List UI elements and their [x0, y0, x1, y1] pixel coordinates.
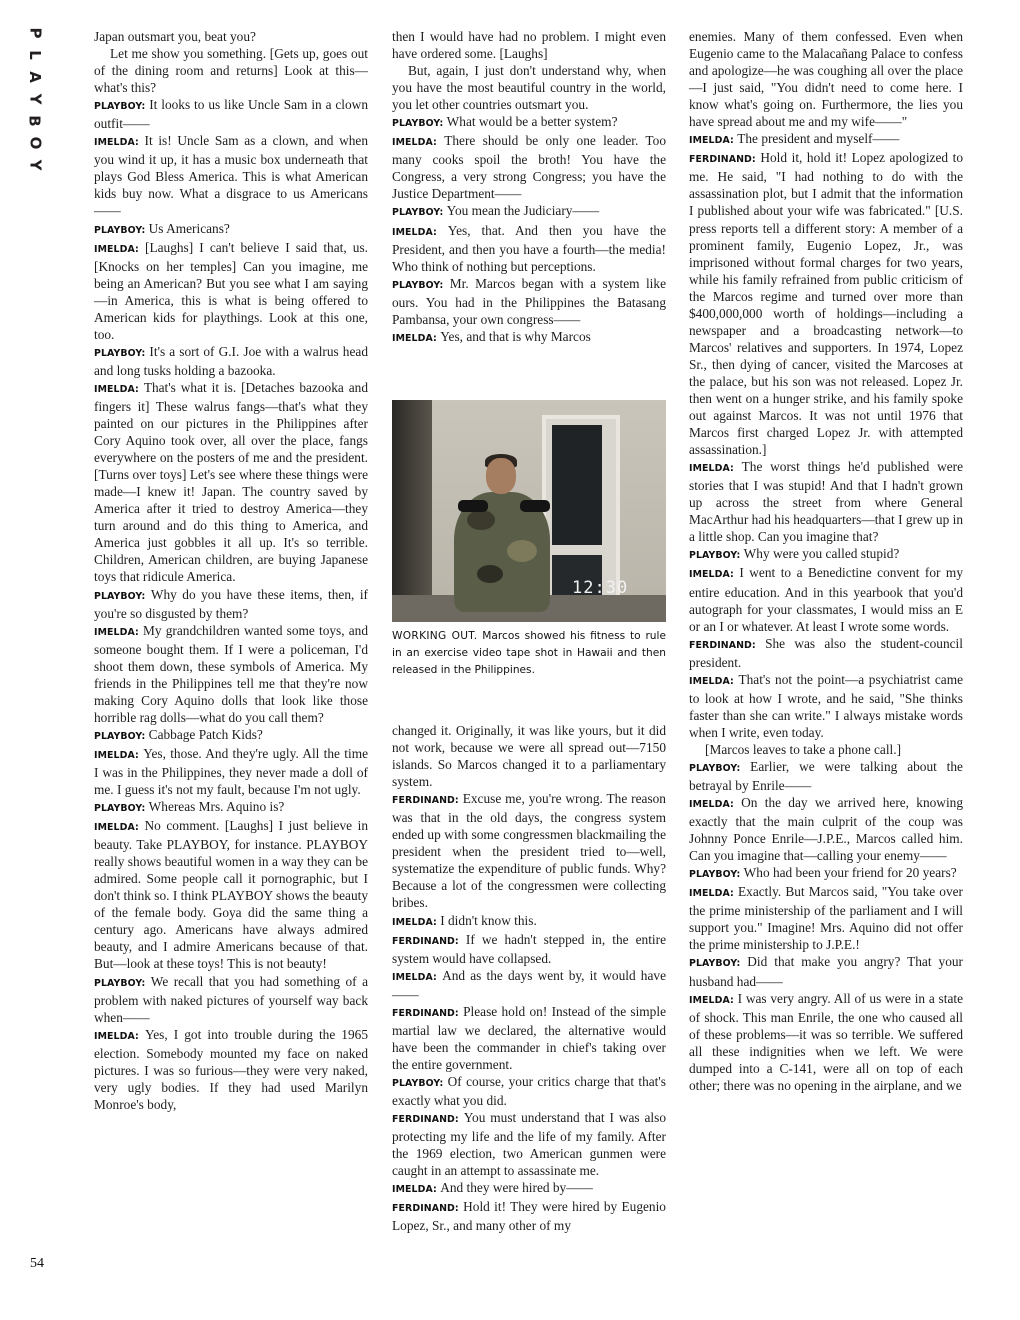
interview-paragraph — [94, 586, 368, 622]
paragraph-text: Whereas Mrs. Aquino is? — [148, 799, 285, 815]
interview-paragraph — [689, 864, 963, 883]
interview-paragraph — [689, 741, 963, 758]
column-2-upper — [392, 28, 666, 347]
speaker-label: PLAYBOY: — [689, 869, 741, 881]
interview-paragraph — [392, 1179, 666, 1198]
paragraph-text: Us Americans? — [148, 220, 230, 236]
paragraph-text: That's not the point—a psychiatrist came to look at how I wrote, and he said, "She thinks faster than she can write." I always mistake words when I write, even today. — [689, 671, 963, 740]
speaker-label: IMELDA: — [689, 569, 734, 581]
interview-paragraph — [94, 1026, 368, 1113]
interview-paragraph — [689, 28, 963, 130]
masthead-letter: B — [26, 115, 44, 127]
interview-paragraph — [94, 343, 368, 379]
paragraph-text: The worst things he'd published were stories that I was stupid! And that I hadn't grown up across the street from where General MacArthur had his headquarters—that I grew up in a little shop. Can you imagine that? — [689, 459, 963, 545]
paragraph-text: Hold it, hold it! Lopez apologized to me. He said, "I had nothing to do with the assassination plot, but I admit that the information I published about your wife was fabricated." [U.S. press reports tell a different story: A member of a prominent family, Eugenio Lopez, Jr., was imprisoned without formal charges for two years, while his family refrained from public criticism of the Marcos regime and turned over more than $400,000,000 worth of holdings—including a newspaper and a broadcasting network—to Marcos' relatives and supporters. In 1974, Lopez Sr., then dying of cancer, visited the Marcoses at the palace, but his son was not released. Lopez Jr. then went on a hunger strike, and his family spoke out against Marcos. It was not until 1976 that Marcos first charged Lopez Jr. with attempted assassination.] — [689, 150, 963, 458]
interview-paragraph — [689, 758, 963, 794]
paragraph-text: Exactly. But Marcos said, "You take over the prime ministership of the parliament and I will support you." Imagine! Mrs. Aquino did not offer the prime ministership to J.P.E.! — [689, 884, 963, 953]
paragraph-text: The president and myself—— — [737, 131, 900, 147]
paragraph-text: We recall that you had something of a problem with naked pictures of yourself way back when—— — [94, 973, 368, 1025]
paragraph-text: [Laughs] I can't believe I said that, us. [Knocks on her temples] Can you imagine, me being an American? But you see what I am saying—in America, this is what is being offered to American kids for playthings. Look at this one, too. — [94, 239, 368, 342]
speaker-label: IMELDA: — [392, 332, 437, 344]
paragraph-text: Why were you called stupid? — [743, 546, 900, 562]
masthead — [22, 22, 48, 176]
interview-paragraph — [689, 564, 963, 634]
paragraph-text: [Marcos leaves to take a phone call.] — [705, 741, 902, 757]
interview-paragraph — [689, 953, 963, 989]
paragraph-text: Hold it! They were hired by Eugenio Lopez, Sr., and many other of my — [392, 1199, 666, 1234]
speaker-label: PLAYBOY: — [689, 550, 741, 562]
interview-paragraph — [689, 671, 963, 741]
speaker-label: IMELDA: — [689, 675, 734, 687]
speaker-label: PLAYBOY: — [94, 347, 146, 359]
dumbbell-icon — [520, 500, 550, 512]
paragraph-text: Yes, I got into trouble during the 1965 election. Somebody mounted my face on naked pictures. I was so furious—they were very naked, very ugly bodies. If they had used Marilyn Monroe's body, — [94, 1026, 368, 1112]
speaker-label: FERDINAND: — [392, 1203, 459, 1215]
paragraph-text: What would be a better system? — [446, 114, 618, 130]
paragraph-text: It looks to us like Uncle Sam in a clown outfit—— — [94, 97, 368, 132]
speaker-label: IMELDA: — [94, 1030, 139, 1042]
speaker-label: PLAYBOY: — [94, 224, 146, 236]
paragraph-text: There should be only one leader. Too many cooks spoil the broth! You have the Congress, a very strong Congress; you have the Justice Department—— — [392, 133, 666, 202]
interview-paragraph — [94, 45, 368, 96]
paragraph-text: Yes, that. And then you have the President, and then you have a fourth—the media! Who think of nothing but perceptions. — [392, 222, 666, 274]
speaker-label: PLAYBOY: — [94, 803, 146, 815]
paragraph-text: Japan outsmart you, beat you? — [94, 29, 256, 44]
interview-paragraph — [94, 220, 368, 239]
paragraph-text: then I would have had no problem. I might even have ordered some. [Laughs] — [392, 29, 666, 62]
interview-paragraph — [94, 379, 368, 586]
interview-paragraph — [392, 931, 666, 967]
interview-paragraph — [94, 726, 368, 745]
masthead-letter: Y — [26, 93, 44, 105]
column-1 — [94, 28, 368, 1113]
interview-paragraph — [689, 794, 963, 864]
interview-paragraph — [392, 1109, 666, 1179]
paragraph-text: On the day we arrived here, knowing exactly that the main culprit of the coup was Johnny Ponce Enrile—J.P.E., Marcos called him. Can you imagine that—calling your enemy—— — [689, 795, 963, 864]
speaker-label: IMELDA: — [392, 226, 437, 238]
paragraph-text: Excuse me, you're wrong. The reason was that in the old days, the congress system ended up with some congressmen blackmailing the president when the president tried to—well, systematize the expenditure of public funds. Why? Because a lot of the congressmen were collecting bribes. — [392, 791, 666, 911]
interview-paragraph — [689, 883, 963, 953]
interview-paragraph — [94, 973, 368, 1026]
masthead-letter: P — [26, 27, 44, 39]
speaker-label: IMELDA: — [392, 137, 437, 149]
interview-paragraph — [94, 798, 368, 817]
interview-paragraph — [94, 28, 368, 45]
paragraph-text: Who had been your friend for 20 years? — [743, 865, 957, 881]
paragraph-text: Cabbage Patch Kids? — [148, 726, 263, 742]
paragraph-text: I didn't know this. — [440, 912, 537, 928]
paragraph-text: enemies. Many of them confessed. Even when Eugenio came to the Malacañang Palace to confess and apologize—he was coughing all over the place—I just said, "You didn't need to come here. I know what's going on. Furthermore, the lies you have spread about me and my wife——" — [689, 29, 963, 130]
paragraph-text: Of course, your critics charge that that's exactly what you did. — [392, 1073, 666, 1108]
interview-paragraph — [392, 1198, 666, 1234]
caption-head: WORKING OUT. — [392, 630, 478, 642]
paragraph-text: That's what it is. [Detaches bazooka and fingers it] These walrus fangs—that's what they painted on our pictures in the Philippines after Cory Aquino took over, all over the place, fangs everywhere on the posters of me and the president. [Turns over toys] Let's see where these things were made—I knew it! Japan. The country saved by America after it tried to destroy America—they turn around and do this thing to America, and America just gobbles it all up. It's so terrible. Children, American children, are buying Japanese toys that ridicule America. — [94, 379, 368, 585]
masthead-letter: Y — [26, 159, 44, 171]
speaker-label: IMELDA: — [94, 822, 139, 834]
paragraph-text: No comment. [Laughs] I just believe in beauty. Take PLAYBOY, for instance. PLAYBOY really shows beautiful women in a way they can be admired. Some people call it pornographic, but I don't think so. I think PLAYBOY shows the beauty of the female body. Goya did the same thing a century ago. Americans have always admired beauty, and I admire Americans because of that. But—look at these toys! This is not beauty! — [94, 818, 368, 972]
speaker-label: PLAYBOY: — [392, 279, 444, 291]
paragraph-text: You must understand that I was also protecting my life and the life of my family. After the 1969 election, two American gunmen were caught in an attempt to assassinate me. — [392, 1110, 666, 1179]
paragraph-text: And they were hired by—— — [440, 1180, 593, 1196]
paragraph-text: changed it. Originally, it was like yours, but it did not work, because we were all spread out—7150 islands. So Marcos changed it to a parliamentary system. — [392, 723, 666, 790]
masthead-letter: O — [25, 136, 44, 150]
speaker-label: IMELDA: — [392, 971, 437, 983]
speaker-label: FERDINAND: — [392, 1114, 459, 1126]
speaker-label: IMELDA: — [94, 383, 139, 395]
paragraph-text: It's a sort of G.I. Joe with a walrus head and long tusks holding a bazooka. — [94, 343, 368, 378]
interview-paragraph — [392, 912, 666, 931]
speaker-label: IMELDA: — [94, 137, 139, 149]
paragraph-text: It is! Uncle Sam as a clown, and when you wind it up, it has a music box underneath that plays God Bless America. This is what American kids buy now. What a disgrace to us Americans—— — [94, 133, 368, 219]
photo-caption — [392, 628, 666, 679]
interview-paragraph — [689, 990, 963, 1094]
workout-photo — [392, 400, 666, 622]
caption-text: Marcos showed his fitness to rule in an exercise video tape shot in Hawaii and then released in the Philippines. — [392, 630, 666, 676]
paragraph-text: Did that make you angry? That your husband had—— — [689, 954, 963, 989]
interview-paragraph — [94, 96, 368, 132]
interview-paragraph — [392, 722, 666, 790]
speaker-label: PLAYBOY: — [94, 101, 146, 113]
interview-paragraph — [689, 635, 963, 671]
speaker-label: PLAYBOY: — [689, 958, 741, 970]
interview-paragraph — [689, 458, 963, 545]
paragraph-text: My grandchildren wanted some toys, and someone bought them. If I were a policeman, I'd shoot them down, these symbols of America. My friends in the Philippines tell me that they're now making Cory Aquino dolls that look like those horrible rag dolls—what do you call them? — [94, 622, 368, 725]
paragraph-text: If we hadn't stepped in, the entire system would have collapsed. — [392, 931, 666, 966]
interview-paragraph — [392, 275, 666, 328]
interview-paragraph — [392, 967, 666, 1003]
interview-paragraph — [94, 745, 368, 798]
paragraph-text: I went to a Benedictine convent for my entire education. And in this yearbook that you'd autograph for your classmates, I would miss an E or an I or whatever. At least I wrote some words. — [689, 565, 963, 634]
speaker-label: IMELDA: — [392, 1184, 437, 1196]
speaker-label: FERDINAND: — [689, 154, 756, 166]
speaker-label: PLAYBOY: — [94, 977, 146, 989]
interview-paragraph — [94, 239, 368, 343]
speaker-label: FERDINAND: — [689, 639, 756, 651]
column-2-lower — [392, 722, 666, 1234]
interview-paragraph — [94, 622, 368, 726]
interview-paragraph — [392, 28, 666, 62]
dumbbell-icon — [458, 500, 488, 512]
interview-paragraph — [94, 132, 368, 219]
speaker-label: IMELDA: — [689, 799, 734, 811]
speaker-label: PLAYBOY: — [392, 207, 444, 219]
speaker-label: IMELDA: — [689, 463, 734, 475]
speaker-label: IMELDA: — [689, 994, 734, 1006]
speaker-label: IMELDA: — [94, 749, 139, 761]
interview-paragraph — [94, 817, 368, 972]
speaker-label: PLAYBOY: — [689, 762, 741, 774]
interview-paragraph — [689, 130, 963, 149]
speaker-label: FERDINAND: — [392, 935, 459, 947]
paragraph-text: Yes, and that is why Marcos — [440, 328, 591, 344]
paragraph-text: Please hold on! Instead of the simple martial law we declared, the alternative would have been the commander in chief's taking over the entire government. — [392, 1003, 666, 1072]
column-3 — [689, 28, 963, 1094]
speaker-label: PLAYBOY: — [94, 730, 146, 742]
video-timestamp: 12:30 — [572, 578, 629, 598]
interview-paragraph — [392, 62, 666, 113]
paragraph-text: Earlier, we were talking about the betrayal by Enrile—— — [689, 758, 963, 794]
interview-paragraph — [392, 1073, 666, 1109]
interview-paragraph — [689, 545, 963, 564]
speaker-label: FERDINAND: — [392, 795, 459, 807]
paragraph-text: But, again, I just don't understand why, when you have the most beautiful country in the world, you let other countries outsmart you. — [392, 63, 666, 113]
speaker-label: PLAYBOY: — [392, 1077, 444, 1089]
page-number: 54 — [30, 1256, 44, 1271]
speaker-label: PLAYBOY: — [392, 118, 444, 130]
paragraph-text: She was also the student-council president. — [689, 635, 963, 670]
paragraph-text: And as the days went by, it would have—— — [392, 967, 666, 1002]
speaker-label: IMELDA: — [689, 135, 734, 147]
masthead-letter: L — [26, 50, 44, 60]
speaker-label: PLAYBOY: — [94, 590, 146, 602]
interview-paragraph — [392, 222, 666, 275]
interview-paragraph — [392, 790, 666, 911]
paragraph-text: Why do you have these items, then, if you're so disgusted by them? — [94, 586, 368, 621]
paragraph-text: Yes, those. And they're ugly. All the time I was in the Philippines, they never made a doll of me. I guess it's not my fault, because I'm not ugly. — [94, 745, 368, 798]
interview-paragraph — [392, 328, 666, 347]
speaker-label: IMELDA: — [392, 916, 437, 928]
paragraph-text: Mr. Marcos began with a system like ours. You had in the Philippines the Batasang Pambansa, your own congress—— — [392, 275, 666, 327]
masthead-letter: A — [25, 71, 44, 83]
paragraph-text: You mean the Judiciary—— — [446, 203, 600, 219]
paragraph-text: Let me show you something. [Gets up, goes out of the dining room and returns] Look at this—what's this? — [94, 46, 368, 96]
speaker-label: FERDINAND: — [392, 1007, 459, 1019]
interview-paragraph — [689, 149, 963, 458]
paragraph-text: I was very angry. All of us were in a state of shock. This man Enrile, the one who caused all of these problems—it was so terrible. We suffered all these indignities when we left. We were dumped into a C-141, were all on top of each other; there was no opening in the airplane, and we — [689, 990, 963, 1093]
speaker-label: IMELDA: — [94, 243, 139, 255]
interview-paragraph — [392, 113, 666, 132]
interview-paragraph — [392, 132, 666, 202]
interview-paragraph — [392, 1003, 666, 1073]
speaker-label: IMELDA: — [94, 626, 139, 638]
speaker-label: IMELDA: — [689, 888, 734, 900]
interview-paragraph — [392, 202, 666, 221]
